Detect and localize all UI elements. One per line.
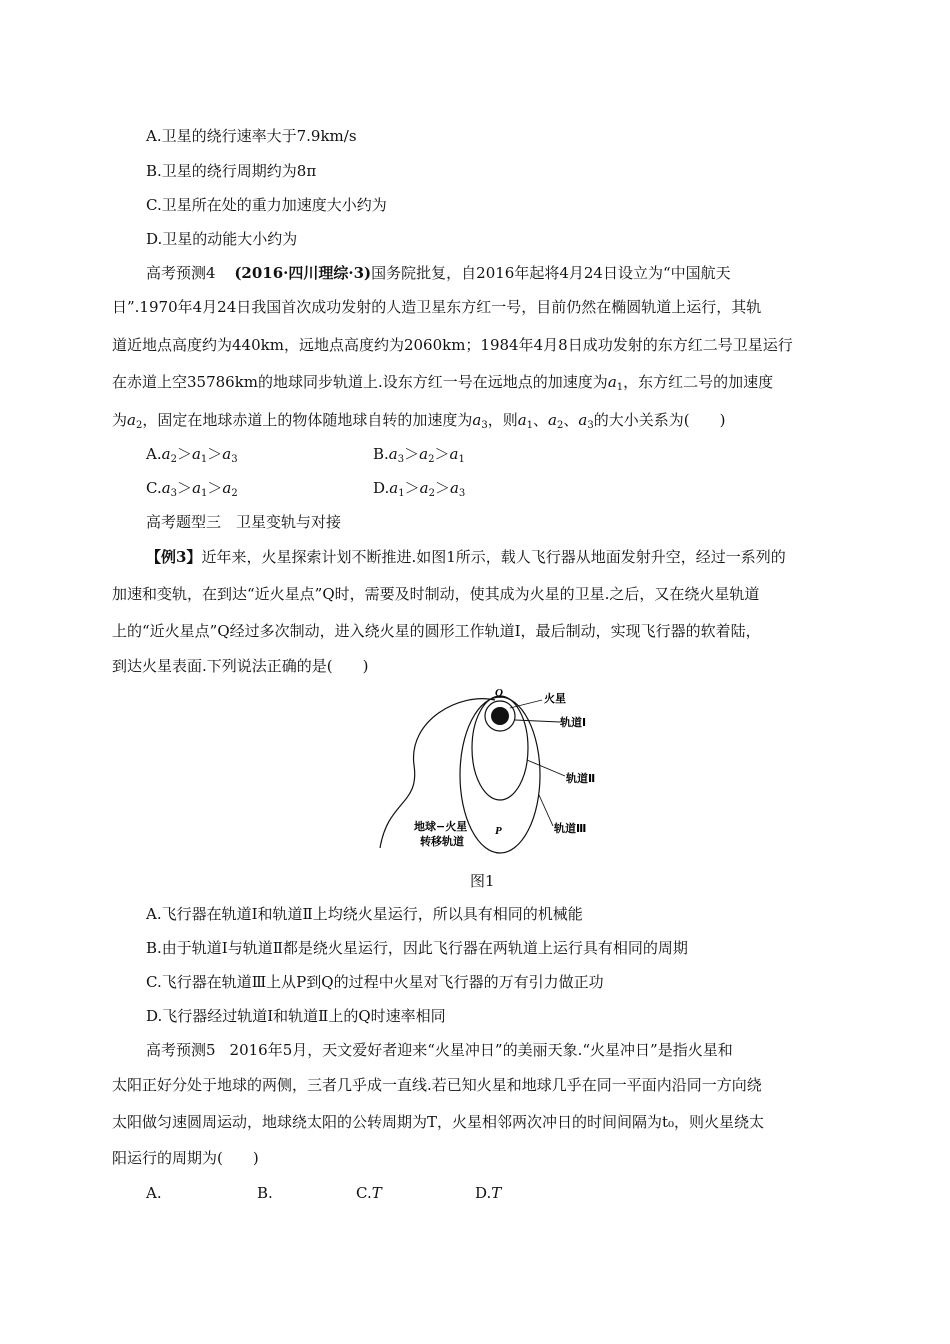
yc4-option-d: $D.a_1>a_2>a_3$	[373, 479, 466, 499]
option-a-prev: A.卫星的绕行速率大于7.9km/s	[146, 127, 357, 145]
yc4-line3: 道近地点高度约为440km，远地点高度约为2060km；1984年4月8日成功发射的东方红二号卫星运行	[112, 336, 793, 354]
ex3-line2: 加速和变轨，在到达“近火星点”Q时，需要及时制动，使其成为火星的卫星.之后，又在绕火星轨道	[112, 585, 760, 603]
yc5-option-d: D.T	[475, 1184, 502, 1202]
yc4-label: 高考预测4	[146, 264, 216, 282]
yc4-option-c: $C.a_3>a_1>a_2$	[146, 479, 238, 499]
label-orbit-3: 轨道Ⅲ	[554, 822, 587, 835]
section-title: 高考题型三 卫星变轨与对接	[146, 513, 342, 531]
ex3-line1: 【例3】近年来，火星探索计划不断推进.如图1所示，载人飞行器从地面发射升空，经过一系列的	[146, 548, 786, 566]
yc5-line3: 太阳做匀速圆周运动，地球绕太阳的公转周期为T，火星相邻两次冲日的时间间隔为t₀，则火星绕太	[112, 1113, 765, 1131]
yc4-line1	[146, 262, 731, 284]
label-transfer-1: 地球−火星	[414, 820, 468, 833]
figure-caption: 图1	[470, 872, 495, 890]
yc5-option-a: A.	[146, 1184, 162, 1202]
option-d-prev: D.卫星的动能大小约为	[146, 230, 298, 248]
option-b-prev: B.卫星的绕行周期约为8π	[146, 162, 317, 180]
yc5-line4: 阳运行的周期为( )	[112, 1149, 259, 1167]
yc4-line5: 为$a_2$，固定在地球赤道上的物体随地球自转的加速度为$a_3$，则$a_1$、$a_2$、$a_3$的大小关系为( )	[112, 411, 726, 431]
label-mars: 火星	[544, 692, 566, 705]
yc5-option-b: B.	[257, 1184, 273, 1202]
ex3-option-d: D.飞行器经过轨道Ⅰ和轨道Ⅱ上的Q时速率相同	[146, 1007, 446, 1025]
yc4-line4: 在赤道上空35786km的地球同步轨道上.设东方红一号在远地点的加速度为$a_1$，东方红二号的加速度	[112, 373, 774, 393]
ex3-option-a: A.飞行器在轨道Ⅰ和轨道Ⅱ上均绕火星运行，所以具有相同的机械能	[146, 905, 583, 923]
label-transfer-2: 转移轨道	[420, 835, 464, 848]
orbit-figure	[370, 680, 620, 858]
yc5-line1: 高考预测5 2016年5月，天文爱好者迎来“火星冲日”的美丽天象.“火星冲日”是指火星和	[146, 1041, 733, 1059]
yc5-option-c: C.T	[356, 1184, 382, 1202]
yc4-source: (2016·四川理综·3)	[234, 264, 372, 282]
label-orbit-2: 轨道Ⅱ	[566, 772, 596, 785]
label-orbit-1: 轨道Ⅰ	[560, 716, 587, 729]
ex3-option-b: B.由于轨道Ⅰ与轨道Ⅱ都是绕火星运行，因此飞行器在两轨道上运行具有相同的周期	[146, 939, 688, 957]
ex3-option-c: C.飞行器在轨道Ⅲ上从P到Q的过程中火星对飞行器的万有引力做正功	[146, 973, 604, 991]
yc4-line2: 日”.1970年4月24日我国首次成功发射的人造卫星东方红一号，目前仍然在椭圆轨道上运行，其轨	[112, 298, 762, 316]
label-q: Q	[495, 687, 503, 699]
yc4-option-b: $B.a_3>a_2>a_1$	[373, 445, 465, 465]
yc4-option-a: $A.a_2>a_1>a_3$	[146, 445, 238, 465]
label-p: P	[495, 825, 502, 837]
ex3-label: 【例3】	[146, 548, 202, 566]
option-c-prev: C.卫星所在处的重力加速度大小约为	[146, 196, 387, 214]
yc4-line1-rest: 国务院批复，自2016年起将4月24日设立为“中国航天	[371, 264, 731, 282]
mars-body	[491, 707, 509, 725]
yc5-line2: 太阳正好分处于地球的两侧，三者几乎成一直线.若已知火星和地球几乎在同一平面内沿同一方向绕	[112, 1076, 762, 1094]
ex3-line3: 上的“近火星点”Q经过多次制动，进入绕火星的圆形工作轨道Ⅰ，最后制动，实现飞行器的软着陆，	[112, 622, 761, 640]
ex3-line4: 到达火星表面.下列说法正确的是( )	[112, 657, 369, 675]
